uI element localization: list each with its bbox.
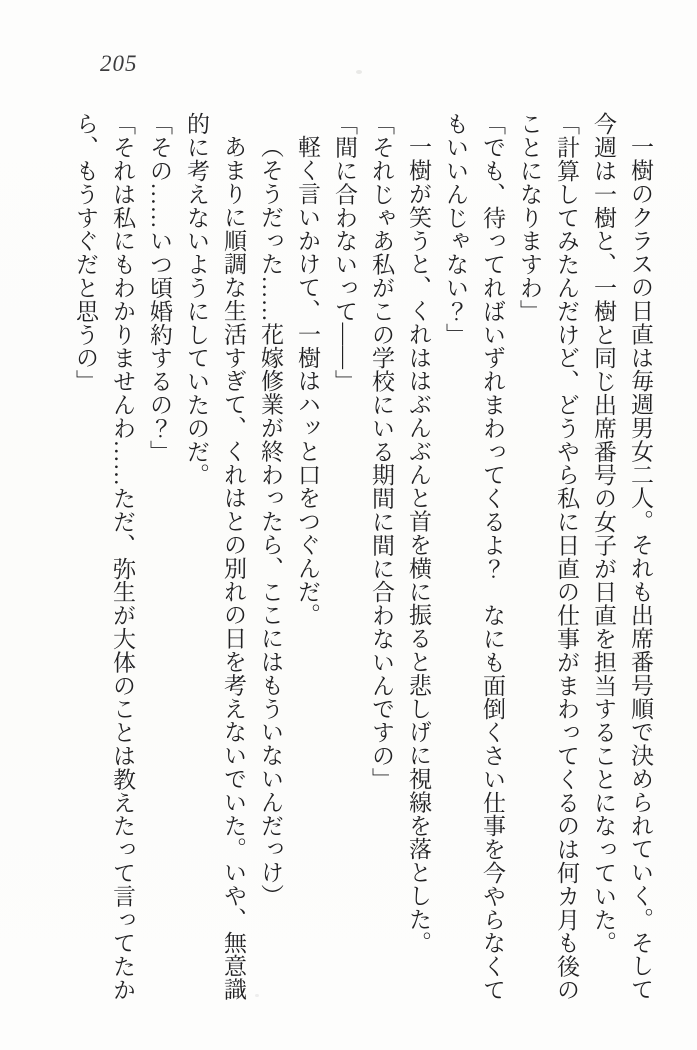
page-number: 205 bbox=[100, 51, 138, 76]
text-line: （そうだった……花嫁修業が終わったら、ここにはもういないんだっけ） bbox=[258, 135, 283, 908]
page-text bbox=[67, 112, 659, 1004]
text-line: 一樹のクラスの日直は毎週男女二人。それも出席番号順で決められていく。そして bbox=[628, 135, 653, 1002]
text-line: ら、もうすぐだと思うの」 bbox=[73, 112, 98, 393]
text-line: もいいんじゃない？」 bbox=[443, 112, 468, 346]
text-line: 「間に合わないって——」 bbox=[332, 112, 357, 393]
text-line: 「その……いつ頃婚約するの？」 bbox=[147, 112, 172, 463]
text-line: 「計算してみたんだけど、どうやら私に日直の仕事がまわってくるのは何カ月も後の bbox=[554, 112, 579, 1002]
text-line: 今週は一樹と、一樹と同じ出席番号の女子が日直を担当することになっていた。 bbox=[591, 112, 616, 955]
text-line: ことになりますわ」 bbox=[517, 112, 542, 323]
text-line: 「それじゃあ私がこの学校にいる期間に間に合わないんですの」 bbox=[369, 112, 394, 791]
text-line: 「でも、待ってればいずれまわってくるよ？ なにも面倒くさい仕事を今やらなくて bbox=[480, 112, 505, 1002]
text-line: あまりに順調な生活すぎて、くれはとの別れの日を考えないでいた。いや、無意識 bbox=[221, 135, 246, 1002]
scan-speck bbox=[356, 70, 362, 74]
text-line: 「それは私にもわかりませんわ……ただ、弥生が大体のことは教えたって言ってたか bbox=[110, 112, 135, 1002]
text-line: 一樹が笑うと、くれははぶんぶんと首を横に振ると悲しげに視線を落とした。 bbox=[406, 135, 431, 955]
text-line: 的に考えないようにしていたのだ。 bbox=[184, 112, 209, 487]
text-line: 軽く言いかけて、一樹はハッと口をつぐんだ。 bbox=[295, 135, 320, 627]
scan-speck bbox=[255, 994, 259, 997]
